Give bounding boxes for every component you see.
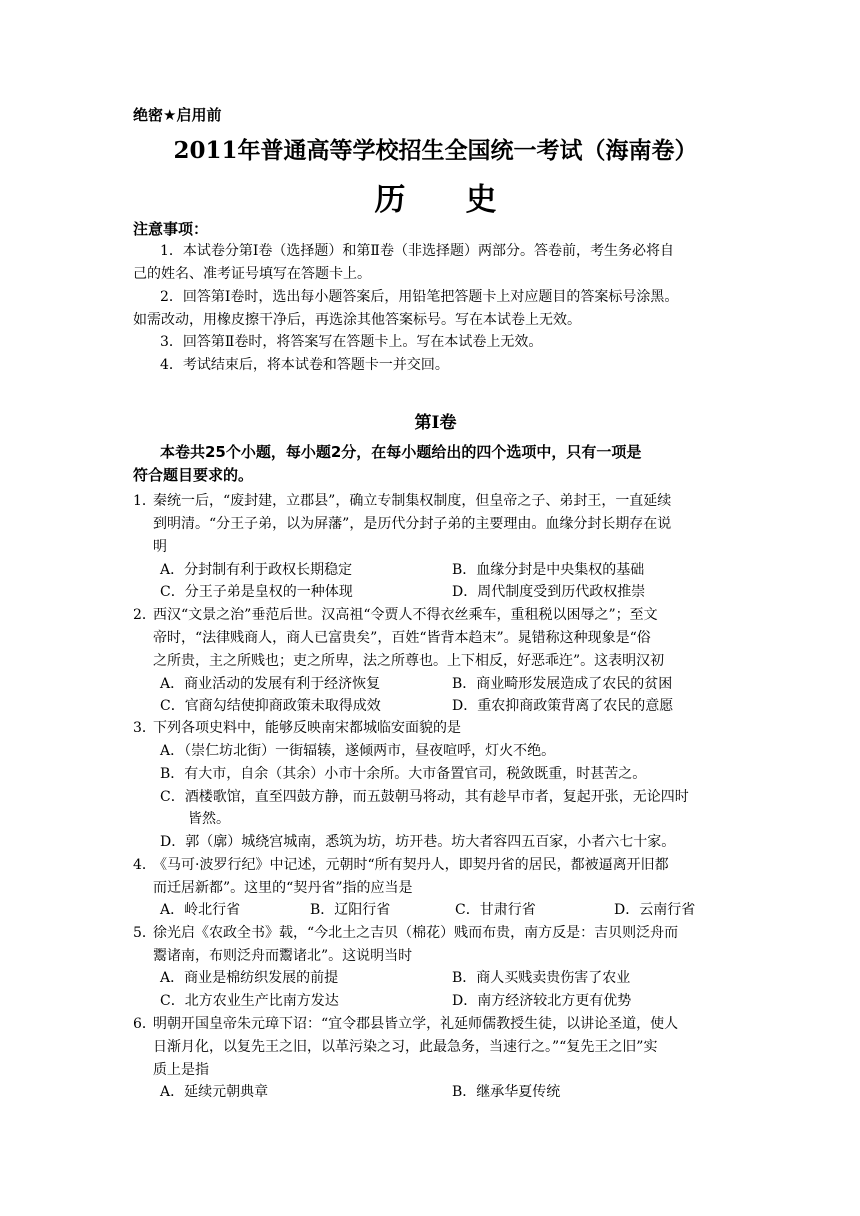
question-stem: 日渐月化，以复先王之旧，以革污染之习，此最急务，当速行之。”“复先王之旧”实 <box>153 1039 658 1055</box>
notice-line: 己的姓名、准考证号填写在答题卡上。 <box>133 266 371 282</box>
option-a: A．商业活动的发展有利于经济恢复 <box>160 676 381 692</box>
option-c: C．官商勾结使抑商政策未取得成效 <box>160 698 381 714</box>
option-c: C．分王子弟是皇权的一种体现 <box>160 584 353 600</box>
notice-line: 4．考试结束后，将本试卷和答题卡一并交回。 <box>160 357 449 373</box>
question-stem: 帝时，“法律贱商人，商人已富贵矣”，百姓“皆背本趋末”。晁错称这种现象是“俗 <box>153 630 651 646</box>
notice-line: 1．本试卷分第Ⅰ卷（选择题）和第Ⅱ卷（非选择题）两部分。答卷前，考生务必将自 <box>160 243 674 259</box>
notice-heading: 注意事项： <box>133 220 209 238</box>
option-a: A．（崇仁坊北街）一街辐辏，遂倾两市，昼夜喧呼，灯火不绝。 <box>160 743 556 759</box>
question-stem: 明朝开国皇帝朱元璋下诏：“宜令郡县皆立学，礼延师儒教授生徒，以讲论圣道，使人 <box>153 1016 679 1032</box>
question-stem: 质上是指 <box>153 1062 209 1078</box>
option-a: A．商业是棉纺织发展的前提 <box>160 970 339 986</box>
option-c-continued: 皆然。 <box>188 811 230 827</box>
option-c: C．北方农业生产比南方发达 <box>160 993 339 1009</box>
part-one-intro: 本卷共25个小题，每小题2分，在每小题给出的四个选项中，只有一项是 <box>160 443 642 461</box>
exam-title: 2011年普通高等学校招生全国统一考试（海南卷） <box>173 137 698 164</box>
question-stem: 下列各项史料中，能够反映南宋都城临安面貌的是 <box>153 720 461 736</box>
option-b: B．继承华夏传统 <box>452 1084 561 1100</box>
confidential-mark: 绝密★启用前 <box>133 106 222 124</box>
option-d: D．重农抑商政策背离了农民的意愿 <box>452 698 674 714</box>
option-b: B．商业畸形发展造成了农民的贫困 <box>452 676 673 692</box>
question-stem: 之所贵，主之所贱也；吏之所卑，法之所尊也。上下相反，好恶乖迕”。这表明汉初 <box>153 653 665 669</box>
notice-line: 如需改动，用橡皮擦干净后，再选涂其他答案标号。写在本试卷上无效。 <box>133 312 581 328</box>
option-c: C．甘肃行省 <box>455 902 536 918</box>
part-one-title: 第Ⅰ卷 <box>414 413 457 433</box>
question-stem: 明 <box>153 539 167 555</box>
question-stem: 西汉“文景之治”垂范后世。汉高祖“令贾人不得衣丝乘车，重租税以困辱之”；至文 <box>153 607 658 623</box>
part-one-intro: 符合题目要求的。 <box>133 466 254 484</box>
option-a: A．分封制有利于政权长期稳定 <box>160 562 353 578</box>
question-stem: 徐光启《农政全书》载，“今北土之吉贝（棉花）贱而布贵，南方反是：吉贝则泛舟而 <box>153 925 679 941</box>
question-number: 1． <box>133 493 156 509</box>
question-number: 6． <box>133 1016 156 1032</box>
option-a: A．岭北行省 <box>160 902 241 918</box>
question-number: 4． <box>133 857 156 873</box>
option-b: B．有大市，自余（其余）小市十余所。大市备置官司，税敛既重，时甚苦之。 <box>160 766 647 782</box>
option-d: D．周代制度受到历代政权推崇 <box>452 584 646 600</box>
question-stem: 秦统一后，“废封建，立郡县”，确立专制集权制度，但皇帝之子、弟封王，一直延续 <box>153 493 672 509</box>
option-c: C．酒楼歌馆，直至四鼓方静，而五鼓朝马将动，其有趁早市者，复起开张，无论四时 <box>160 789 689 805</box>
option-b: B．血缘分封是中央集权的基础 <box>452 562 645 578</box>
question-stem: 鬻诸南，布则泛舟而鬻诸北”。这说明当时 <box>153 948 413 964</box>
question-stem: 《马可·波罗行纪》中记述，元朝时“所有契丹人，即契丹省的居民，都被逼离开旧都 <box>153 857 669 873</box>
question-stem: 到明清。“分王子弟，以为屏藩”，是历代分封子弟的主要理由。血缘分封长期存在说 <box>153 516 672 532</box>
option-d: D．南方经济较北方更有优势 <box>452 993 632 1009</box>
option-d: D．郭（廓）城绕宫城南，悉筑为坊，坊开巷。坊大者容四五百家，小者六七十家。 <box>160 834 676 850</box>
notice-line: 2．回答第Ⅰ卷时，选出每小题答案后，用铅笔把答题卡上对应题目的答案标号涂黑。 <box>160 289 679 305</box>
question-stem: 而迁居新都”。这里的“契丹省”指的应当是 <box>153 880 413 896</box>
question-number: 3． <box>133 720 156 736</box>
question-number: 2． <box>133 607 156 623</box>
option-d: D．云南行省 <box>614 902 696 918</box>
notice-line: 3．回答第Ⅱ卷时，将答案写在答题卡上。写在本试卷上无效。 <box>160 334 543 350</box>
option-b: B．商人买贱卖贵伤害了农业 <box>452 970 631 986</box>
option-a: A．延续元朝典章 <box>160 1084 269 1100</box>
question-number: 5． <box>133 925 156 941</box>
subject-title: 历史 <box>374 182 557 218</box>
option-b: B．辽阳行省 <box>310 902 391 918</box>
